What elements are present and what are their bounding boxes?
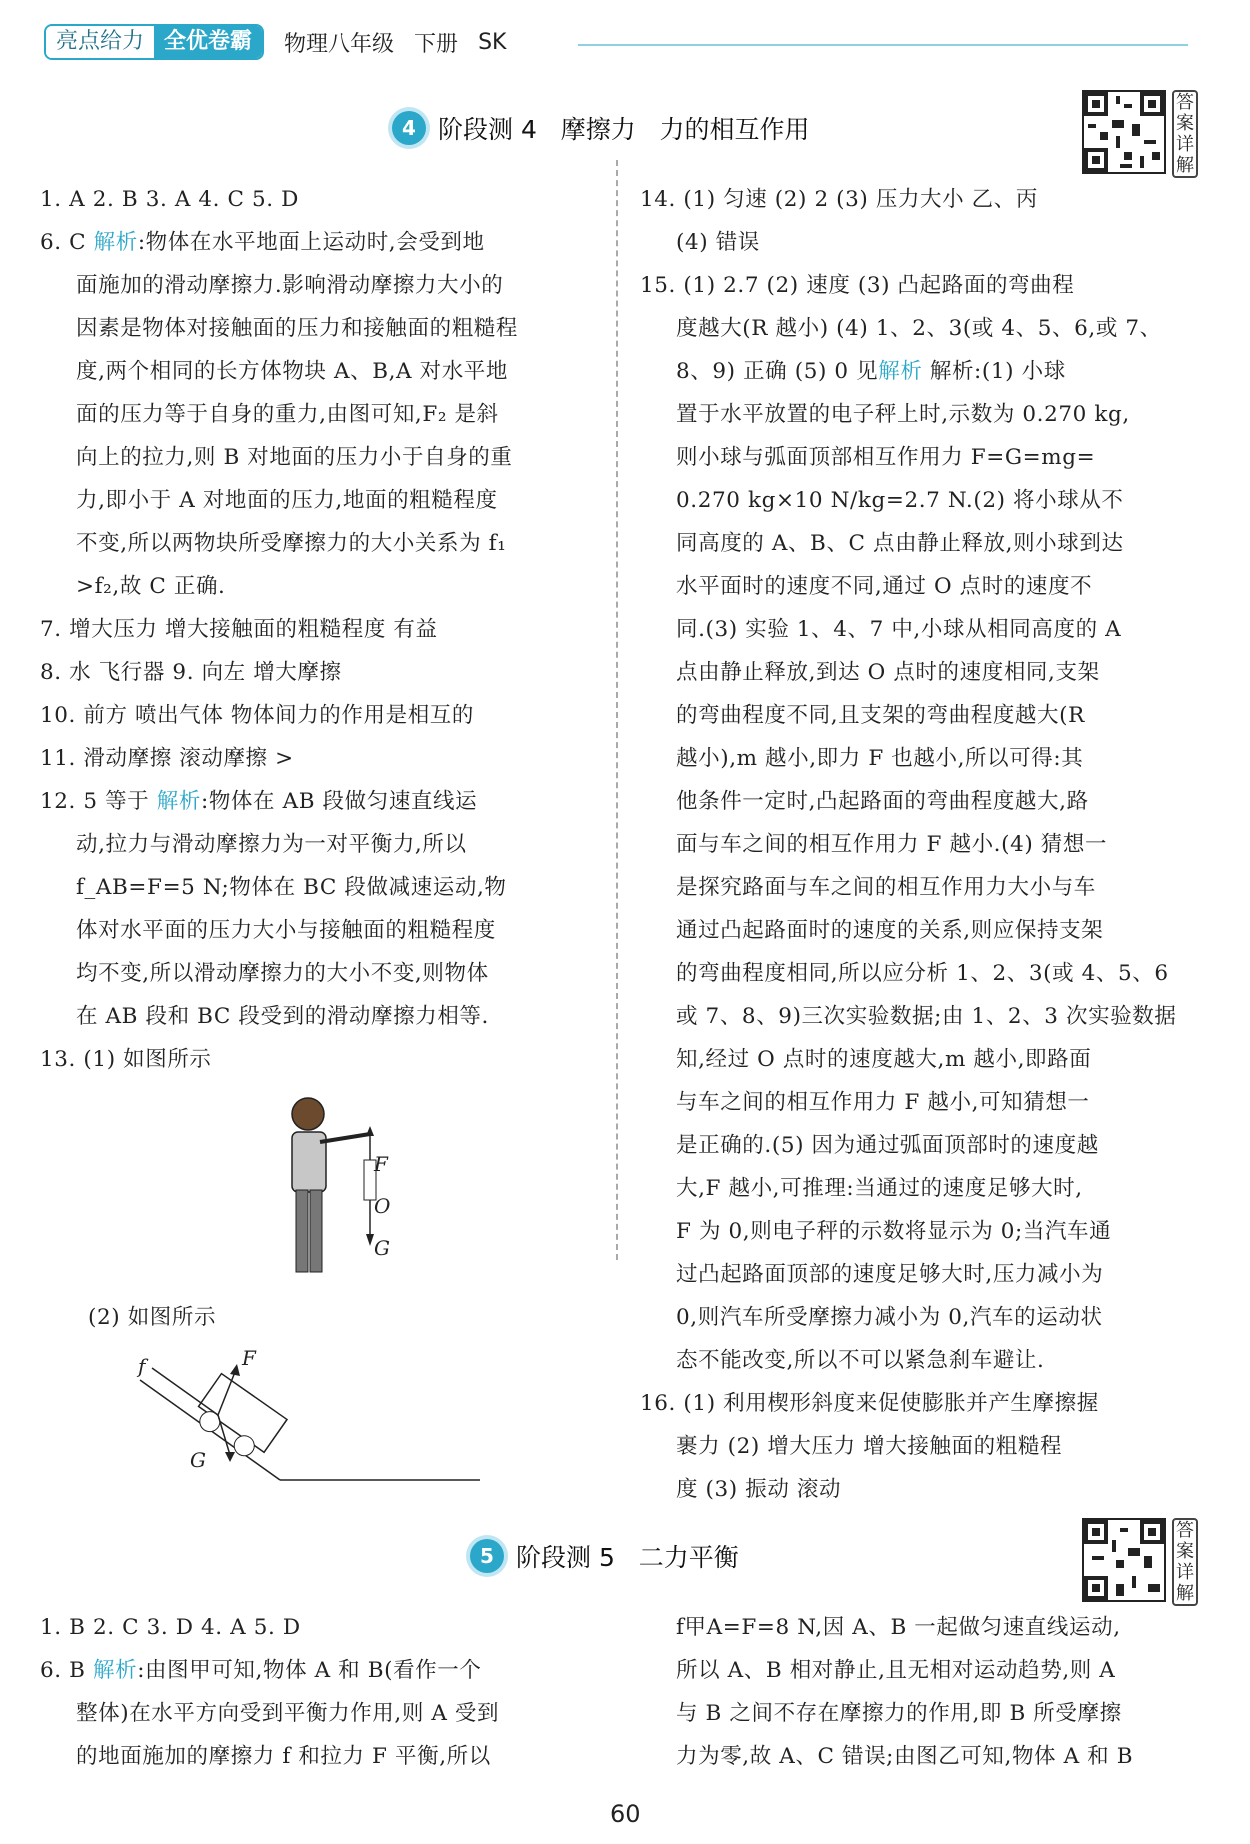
answer-line: 过凸起路面顶部的速度足够大时,压力减小为 [676,1262,1104,1287]
header-rule [578,44,1188,46]
page-number: 60 [610,1800,641,1828]
answer-line: 越小),m 越小,即力 F 也越小,所以可得:其 [676,746,1084,771]
section4-number: 4 [392,111,426,145]
answer-line: 12. 5 等于 解析:物体在 AB 段做匀速直线运 [40,789,478,814]
answer-line: 8. 水 飞行器 9. 向左 增大摩擦 [40,660,342,685]
column-divider [616,160,618,1260]
answer-line: 同高度的 A、B、C 点由静止释放,则小球到达 [676,531,1124,556]
answer-line: 不变,所以两物块所受摩擦力的大小关系为 f₁ [76,531,507,556]
answer-line: 在 AB 段和 BC 段受到的滑动摩擦力相等. [76,1004,489,1029]
answer-line: 1. A 2. B 3. A 4. C 5. D [40,187,300,212]
analysis-marker: 解析 [93,230,138,255]
answer-line: 置于水平放置的电子秤上时,示数为 0.270 kg, [676,402,1130,427]
answer-line: 14. (1) 匀速 (2) 2 (3) 压力大小 乙、丙 [640,187,1038,212]
section5-left-column [40,1606,600,1778]
answer-line: 力为零,故 A、C 错误;由图乙可知,物体 A 和 B [676,1744,1134,1769]
answer-line: 6. B 解析:由图甲可知,物体 A 和 B(看作一个 [40,1658,482,1683]
answer-line: 态不能改变,所以不可以紧急刹车避让. [676,1348,1045,1373]
answer-line: 动,拉力与滑动摩擦力为一对平衡力,所以 [76,832,467,857]
fig13-2-caption [88,1296,388,1339]
answer-line: 向上的拉力,则 B 对地面的压力小于自身的重 [76,445,513,470]
qr-code-icon [1082,90,1166,174]
analysis-marker: 解析 [878,359,923,384]
fig-label-G: G [374,1236,390,1260]
answer-line: 11. 滑动摩擦 滚动摩擦 > [40,746,294,771]
answer-line: 大,F 越小,可推理:当通过的速度足够大时, [676,1176,1083,1201]
brand-logo [44,24,264,60]
answer-line: 0,则汽车所受摩擦力减小为 0,汽车的运动状 [676,1305,1103,1330]
brand-right: 全优卷霸 [154,26,262,58]
answer-line: 1. B 2. C 3. D 4. A 5. D [40,1615,301,1640]
section5-title-text: 阶段测 5 二力平衡 [516,1543,739,1572]
volume: 下册 [414,31,459,57]
answer-line: 面与车之间的相互作用力 F 越小.(4) 猜想一 [676,832,1108,857]
answer-line: 是正确的.(5) 因为通过弧面顶部时的速度越 [676,1133,1099,1158]
answer-line: 则小球与弧面顶部相互作用力 F=G=mg= [676,445,1096,470]
answer-line: 点由静止释放,到达 O 点时的速度相同,支架 [676,660,1100,685]
answer-line: 通过凸起路面时的速度的关系,则应保持支架 [676,918,1104,943]
answer-line: 整体)在水平方向受到平衡力作用,则 A 受到 [76,1701,500,1726]
answer-line: 面施加的滑动摩擦力.影响滑动摩擦力大小的 [76,273,504,298]
answer-line: 与车之间的相互作用力 F 越小,可知猜想一 [676,1090,1090,1115]
section5-title [470,1538,739,1574]
answer-line: 是探究路面与车之间的相互作用力大小与车 [676,875,1096,900]
answer-line: 度越大(R 越小) (4) 1、2、3(或 4、5、6,或 7、 [676,316,1162,341]
answer-line: 他条件一定时,凸起路面的弯曲程度越大,路 [676,789,1089,814]
figure-caption: (2) 如图所示 [88,1305,217,1330]
fig-label-O: O [374,1194,391,1218]
subject: 物理八年级 [284,31,395,57]
section5-right-column [676,1606,1200,1778]
section4-left-column [40,178,600,1081]
section4-title-text: 阶段测 4 摩擦力 力的相互作用 [438,115,810,144]
answer-line: F 为 0,则电子秤的示数将显示为 0;当汽车通 [676,1219,1112,1244]
answer-line: 8、9) 正确 (5) 0 见解析 解析:(1) 小球 [676,359,1066,384]
section4-title [392,110,810,146]
answer-line: f_AB=F=5 N;物体在 BC 段做减速运动,物 [76,875,507,900]
answer-line: 15. (1) 2.7 (2) 速度 (3) 凸起路面的弯曲程 [640,273,1075,298]
answer-line: 16. (1) 利用楔形斜度来促使膨胀并产生摩擦握 [640,1391,1099,1416]
qr-code-icon [1082,1518,1166,1602]
answer-line: 的弯曲程度不同,且支架的弯曲程度越大(R [676,703,1085,728]
answer-line: 裹力 (2) 增大压力 增大接触面的粗糙程 [676,1434,1063,1459]
answer-line: 10. 前方 喷出气体 物体间力的作用是相互的 [40,703,474,728]
page-header [44,24,506,60]
qr-label: 答案详解 [1172,90,1198,178]
answer-line: >f₂,故 C 正确. [76,574,226,599]
section5-number: 5 [470,1539,504,1573]
answer-line: 度,两个相同的长方体物块 A、B,A 对水平地 [76,359,508,384]
answer-line: 的弯曲程度相同,所以应分析 1、2、3(或 4、5、6 [676,961,1169,986]
answer-line: 13. (1) 如图所示 [40,1047,212,1072]
answer-line: 与 B 之间不存在摩擦力的作用,即 B 所受摩擦 [676,1701,1122,1726]
answer-line: 面的压力等于自身的重力,由图可知,F₂ 是斜 [76,402,499,427]
answer-line: 体对水平面的压力大小与接触面的粗糙程度 [76,918,496,943]
answer-line: 因素是物体对接触面的压力和接触面的粗糙程 [76,316,519,341]
answer-line: (4) 错误 [676,230,760,255]
answer-line: 0.270 kg×10 N/kg=2.7 N.(2) 将小球从不 [676,488,1124,513]
answer-line: 同.(3) 实验 1、4、7 中,小球从相同高度的 A [676,617,1122,642]
fig2-label-G: G [190,1448,206,1472]
answer-line: 度 (3) 振动 滚动 [676,1477,842,1502]
answer-line: f甲A=F=8 N,因 A、B 一起做匀速直线运动, [676,1615,1121,1640]
brand-left: 亮点给力 [46,26,154,58]
answer-line: 7. 增大压力 增大接触面的粗糙程度 有益 [40,617,438,642]
section4-right-column [640,178,1200,1511]
figure-incline-car [130,1340,490,1490]
qr-label: 答案详解 [1172,1518,1198,1606]
answer-line: 6. C 解析:物体在水平地面上运动时,会受到地 [40,230,485,255]
edition: SK [478,29,507,55]
answer-line: 水平面时的速度不同,通过 O 点时的速度不 [676,574,1093,599]
fig2-label-F: F [242,1346,256,1370]
fig-label-F: F [374,1152,388,1176]
answer-line: 均不变,所以滑动摩擦力的大小不变,则物体 [76,961,489,986]
analysis-marker: 解析 [92,1658,138,1683]
answer-line: 的地面施加的摩擦力 f 和拉力 F 平衡,所以 [76,1744,491,1769]
figure-person-force [270,1090,410,1290]
fig2-label-f: f [138,1354,146,1378]
answer-line: 力,即小于 A 对地面的压力,地面的粗糙程度 [76,488,498,513]
analysis-marker: 解析 [156,789,201,814]
answer-line: 所以 A、B 相对静止,且无相对运动趋势,则 A [676,1658,1116,1683]
answer-line: 知,经过 O 点时的速度越大,m 越小,即路面 [676,1047,1092,1072]
answer-line: 或 7、8、9)三次实验数据;由 1、2、3 次实验数据 [676,1004,1177,1029]
